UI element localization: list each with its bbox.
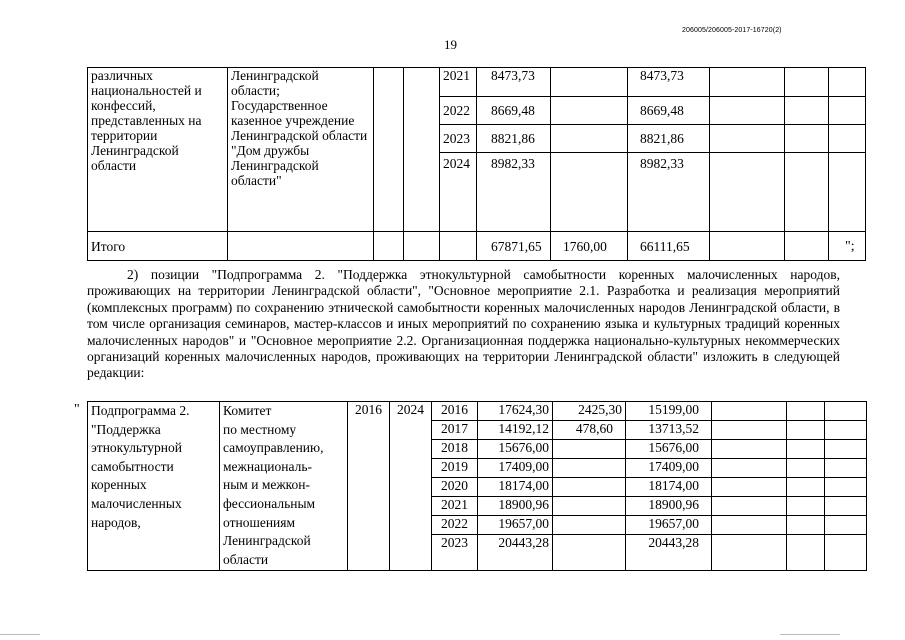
total-cell: 19657,00 — [478, 516, 553, 535]
regional-cell: 8669,48 — [628, 97, 710, 125]
year-cell: 2016 — [432, 402, 478, 421]
start-year-cell: 2016 — [348, 402, 390, 571]
regional-cell: 8821,86 — [628, 125, 710, 153]
total-regional-cell: 66111,65 — [628, 232, 710, 261]
year-cell: 2023 — [440, 125, 477, 153]
subprogram-table — [87, 401, 867, 571]
event-name-cell: различных национальностей и конфессий, представленных на территории Ленинградской области — [88, 68, 228, 232]
page-edge-line — [780, 634, 840, 635]
total-cell: 14192,12 — [478, 421, 553, 440]
total-row — [88, 232, 866, 261]
federal-cell: 2425,30 — [553, 402, 626, 421]
federal-cell: 478,60 — [553, 421, 626, 440]
total-cell: 8982,33 — [477, 153, 551, 232]
year-cell: 2021 — [432, 497, 478, 516]
federal-cell — [553, 535, 626, 571]
year-cell: 2017 — [432, 421, 478, 440]
federal-cell — [553, 516, 626, 535]
total-federal-cell: 1760,00 — [551, 232, 628, 261]
total-cell: 8821,86 — [477, 125, 551, 153]
total-sum-cell: 67871,65 — [477, 232, 551, 261]
year-cell: 2022 — [432, 516, 478, 535]
regional-cell: 8982,33 — [628, 153, 710, 232]
regional-cell: 19657,00 — [626, 516, 712, 535]
regional-cell: 18900,96 — [626, 497, 712, 516]
total-label: Итого — [88, 232, 228, 261]
regional-cell: 18174,00 — [626, 478, 712, 497]
year-cell: 2021 — [440, 68, 477, 97]
table-row — [88, 402, 867, 421]
year-cell: 2022 — [440, 97, 477, 125]
end-year-cell: 2024 — [390, 402, 432, 571]
page-edge-line — [0, 634, 40, 635]
total-cell: 15676,00 — [478, 440, 553, 459]
year-cell: 2023 — [432, 535, 478, 571]
federal-cell — [551, 125, 628, 153]
regional-cell: 13713,52 — [626, 421, 712, 440]
total-cell: 8669,48 — [477, 97, 551, 125]
total-cell: 8473,73 — [477, 68, 551, 97]
paragraph-text: 2) позиции "Подпрограмма 2. "Поддержка этнокультурной самобытности коренных малочисленных народов, проживающих на территории Ленинградской области", "Основное мероприятие 2.1. Разработка и реализация мероприятий (комплексных программ) по сохранению этнической самобытности коренных малочисленных народов Ленинградской области, в том числе организация семинаров, мастер-классов и иных мероприятий по сохранению языка и культурных традиций коренных малочисленных народов" и "Основное мероприятие 2.2. Организационная поддержка национально-культурных некоммерческих организаций коренных малочисленных народов, проживающих на территории Ленинградской области" изложить в следующей редакции: — [87, 267, 840, 381]
federal-cell — [553, 440, 626, 459]
regional-cell: 15676,00 — [626, 440, 712, 459]
federal-cell — [553, 478, 626, 497]
year-cell: 2018 — [432, 440, 478, 459]
year-cell: 2024 — [440, 153, 477, 232]
total-cell: 18174,00 — [478, 478, 553, 497]
regional-cell: 20443,28 — [626, 535, 712, 571]
closing-quote-mark: "; — [845, 239, 855, 254]
table-row — [88, 68, 866, 97]
document-number: 206005/206005-2017-16720(2) — [682, 27, 782, 34]
year-cell: 2019 — [432, 459, 478, 478]
opening-quote-mark: " — [74, 402, 80, 417]
regional-cell: 15199,00 — [626, 402, 712, 421]
federal-cell — [553, 459, 626, 478]
federal-cell — [551, 153, 628, 232]
regional-cell: 17409,00 — [626, 459, 712, 478]
regional-cell: 8473,73 — [628, 68, 710, 97]
total-cell: 17409,00 — [478, 459, 553, 478]
federal-cell — [551, 68, 628, 97]
subprogram-name-cell: Подпрограмма 2. "Поддержка этнокультурной самобытности коренных малочисленных народов, — [88, 402, 220, 571]
executor-cell: Комитет по местному самоуправлению, межнациональ- ным и межкон- фессиональным отношениям Ленинградской области — [220, 402, 348, 571]
federal-cell — [553, 497, 626, 516]
total-cell: 20443,28 — [478, 535, 553, 571]
program-table-continued — [87, 67, 866, 261]
total-cell: 17624,30 — [478, 402, 553, 421]
year-cell: 2020 — [432, 478, 478, 497]
page-number: 19 — [444, 37, 457, 52]
amendment-paragraph — [87, 267, 840, 382]
executor-cell: Ленинградской области; Государственное казенное учреждение Ленинградской области "Дом дружбы Ленинградской области" — [228, 68, 374, 232]
federal-cell — [551, 97, 628, 125]
total-cell: 18900,96 — [478, 497, 553, 516]
